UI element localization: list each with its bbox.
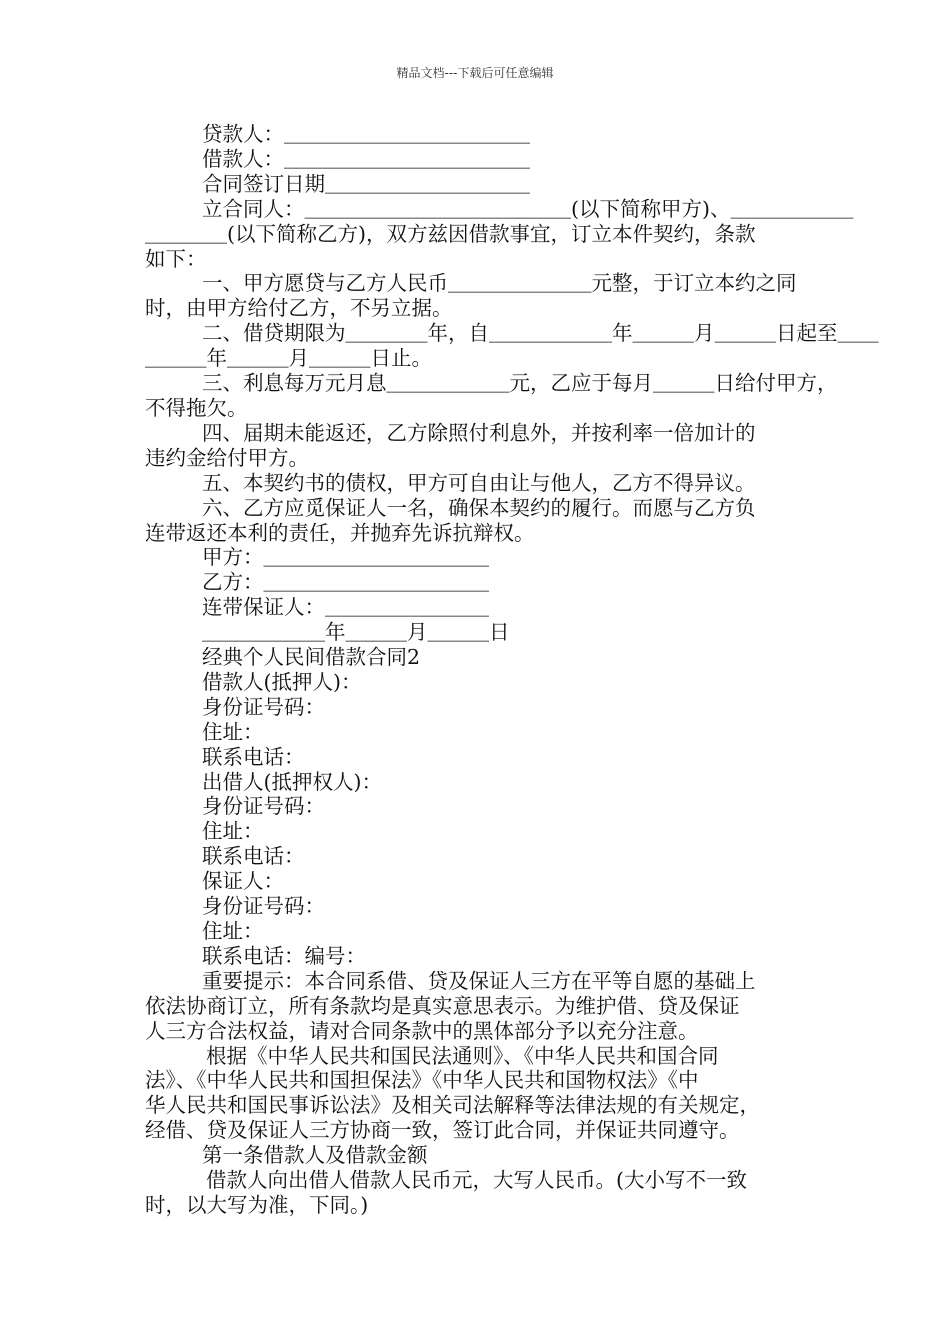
document-line: 如下： bbox=[145, 246, 207, 271]
document-line: 人三方合法权益，请对合同条款中的黑体部分予以充分注意。 bbox=[145, 1018, 699, 1043]
document-line: 一、甲方愿贷与乙方人民币＿＿＿＿＿＿＿元整，于订立本约之同 bbox=[202, 271, 797, 296]
document-line: 贷款人：＿＿＿＿＿＿＿＿＿＿＿＿ bbox=[202, 122, 530, 146]
document-line: 法》、《中华人民共和国担保法》《中华人民共和国物权法》《中 bbox=[145, 1068, 699, 1093]
document-line: 身份证号码： bbox=[202, 894, 325, 919]
document-line: 借款人(抵押人)： bbox=[202, 669, 362, 694]
document-line: 身份证号码： bbox=[202, 794, 325, 819]
document-line: ＿＿＿＿＿＿年＿＿＿月＿＿＿日 bbox=[202, 620, 510, 645]
document-line: 二、借贷期限为＿＿＿＿年，自＿＿＿＿＿＿年＿＿＿月＿＿＿日起至＿＿ bbox=[202, 321, 879, 346]
document-line: 五、本契约书的债权，甲方可自由让与他人，乙方不得异议。 bbox=[202, 470, 756, 495]
document-line: 联系电话： bbox=[202, 744, 305, 769]
document-line: 根据《中华人民共和国民法通则》、《中华人民共和国合同 bbox=[206, 1043, 719, 1068]
document-line: 甲方：＿＿＿＿＿＿＿＿＿＿＿ bbox=[202, 545, 489, 570]
document-line: 联系电话：编号： bbox=[202, 943, 366, 968]
document-line: ＿＿＿＿(以下简称乙方)，双方兹因借款事宜，订立本件契约，条款 bbox=[145, 221, 756, 246]
document-line: 乙方：＿＿＿＿＿＿＿＿＿＿＿ bbox=[202, 570, 489, 595]
document-line: 依法协商订立，所有条款均是真实意思表示。为维护借、贷及保证 bbox=[145, 993, 740, 1018]
document-line: 合同签订日期＿＿＿＿＿＿＿＿＿＿ bbox=[202, 171, 530, 196]
document-line: 经借、贷及保证人三方协商一致，签订此合同，并保证共同遵守。 bbox=[145, 1118, 740, 1143]
document-line: 三、利息每万元月息＿＿＿＿＿＿元，乙应于每月＿＿＿日给付甲方， bbox=[202, 371, 838, 396]
document-line: 第一条借款人及借款金额 bbox=[202, 1143, 428, 1168]
document-line: 重要提示：本合同系借、贷及保证人三方在平等自愿的基础上 bbox=[202, 968, 756, 993]
document-line: 借款人：＿＿＿＿＿＿＿＿＿＿＿＿ bbox=[202, 146, 530, 171]
document-line: ＿＿＿年＿＿＿月＿＿＿日止。 bbox=[145, 346, 432, 371]
document-line: 连带返还本利的责任，并抛弃先诉抗辩权。 bbox=[145, 520, 535, 545]
page-header: 精品文档---下载后可任意编辑 bbox=[396, 66, 554, 80]
document-line: 借款人向出借人借款人民币元，大写人民币。(大小写不一致 bbox=[206, 1168, 747, 1193]
document-line: 立合同人：＿＿＿＿＿＿＿＿＿＿＿＿＿(以下简称甲方)、＿＿＿＿＿＿ bbox=[202, 196, 854, 221]
document-line: 不得拖欠。 bbox=[145, 395, 248, 420]
document-line: 连带保证人：＿＿＿＿＿＿＿＿ bbox=[202, 595, 489, 620]
document-line: 住址： bbox=[202, 719, 264, 744]
document-line: 六、乙方应觅保证人一名，确保本契约的履行。而愿与乙方负 bbox=[202, 495, 756, 520]
document-line: 华人民共和国民事诉讼法》及相关司法解释等法律法规的有关规定， bbox=[145, 1093, 760, 1118]
document-line: 住址： bbox=[202, 819, 264, 844]
document-line: 经典个人民间借款合同2 bbox=[202, 645, 421, 670]
document-line: 身份证号码： bbox=[202, 694, 325, 719]
document-line: 住址： bbox=[202, 919, 264, 943]
document-body bbox=[145, 122, 879, 1218]
document-line: 出借人(抵押权人)： bbox=[202, 769, 382, 794]
document-line: 时，由甲方给付乙方，不另立据。 bbox=[145, 296, 453, 321]
document-line: 违约金给付甲方。 bbox=[145, 445, 309, 470]
document-line: 四、届期未能返还，乙方除照付利息外，并按利率一倍加计的 bbox=[202, 420, 756, 445]
document-line: 时，以大写为准，下同。) bbox=[145, 1192, 369, 1217]
document-line: 联系电话： bbox=[202, 844, 305, 869]
document-line: 保证人： bbox=[202, 869, 284, 894]
